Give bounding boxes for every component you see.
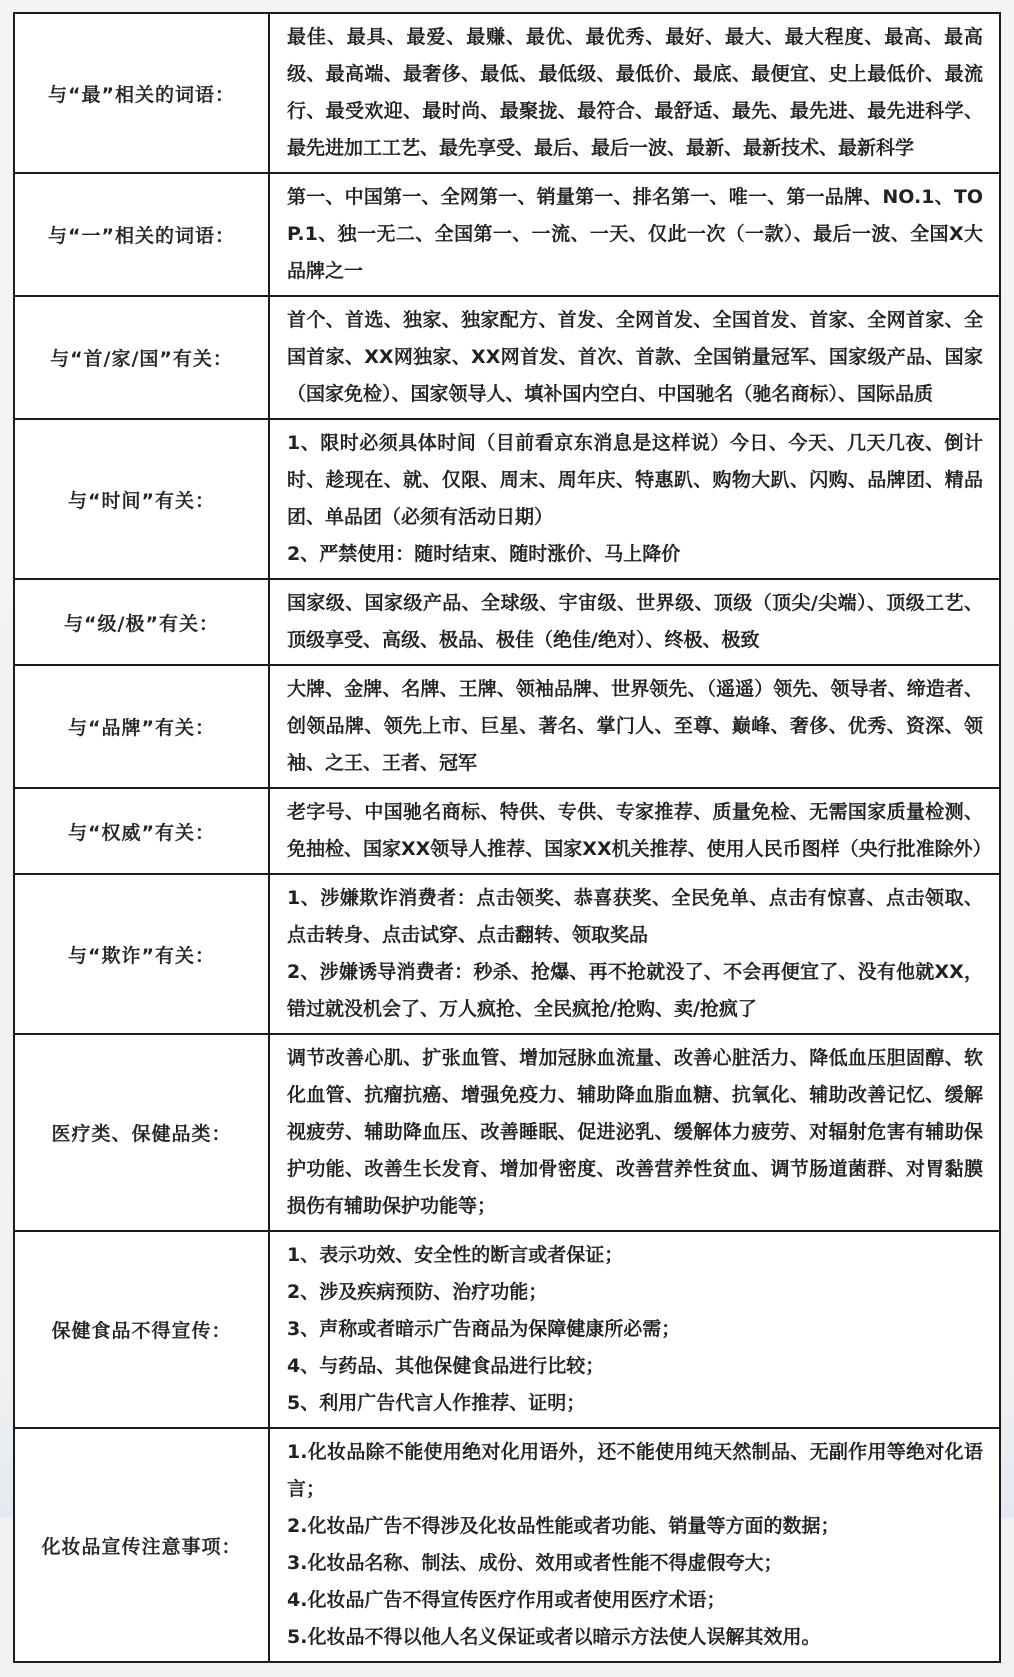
content-paragraph: 调节改善心肌、扩张血管、增加冠脉血流量、改善心脏活力、降低血压胆固醇、软化血管、抗瘤抗癌、增强免疫力、辅助降血脂血糖、抗氧化、辅助改善记忆、缓解视疲劳、辅助降血压、改善睡眠、促进泌乳、缓解体力疲劳、对辐射危害有辅助保护功能、改善生长发育、增加骨密度、改善营养性贫血、调节肠道菌群、对胃黏膜损伤有辅助保护功能等； — [287, 1047, 983, 1217]
category-label: 医疗类、保健品类： — [14, 1034, 269, 1231]
table-row — [14, 665, 1000, 788]
content-paragraph: 1、涉嫌欺诈消费者：点击领奖、恭喜获奖、全民免单、点击有惊喜、点击领取、点击转身、点击试穿、点击翻转、领取奖品 — [287, 887, 983, 946]
content-paragraph: 最佳、最具、最爱、最赚、最优、最优秀、最好、最大、最大程度、最高、最高级、最高端、最奢侈、最低、最低级、最低价、最底、最便宜、史上最低价、最流行、最受欢迎、最时尚、最聚拢、最符合、最舒适、最先、最先进、最先进科学、最先进加工工艺、最先享受、最后、最后一波、最新、最新技术、最新科学 — [287, 26, 983, 159]
content-paragraph: 首个、首选、独家、独家配方、首发、全网首发、全国首发、首家、全网首家、全国首家、XX网独家、XX网首发、首次、首款、全国销量冠军、国家级产品、国家（国家免检）、国家领导人、填补国内空白、中国驰名（驰名商标）、国际品质 — [287, 309, 983, 405]
table-row — [14, 296, 1000, 419]
page-bottom-margin — [13, 1663, 1001, 1677]
table-row — [14, 1428, 1000, 1662]
content-paragraph: 1.化妆品除不能使用绝对化用语外，还不能使用纯天然制品、无副作用等绝对化语言； — [287, 1441, 983, 1500]
content-paragraph: 老字号、中国驰名商标、特供、专供、专家推荐、质量免检、无需国家质量检测、免抽检、国家XX领导人推荐、国家XX机关推荐、使用人民币图样（央行批准除外） — [287, 801, 992, 860]
content-paragraph: 2、涉嫌诱导消费者：秒杀、抢爆、再不抢就没了、不会再便宜了、没有他就XX，错过就没机会了、万人疯抢、全民疯抢/抢购、卖/抢疯了 — [287, 961, 983, 1020]
row-content — [269, 1034, 1000, 1231]
content-paragraph: 3、声称或者暗示广告商品为保障健康所必需； — [287, 1318, 681, 1340]
row-content — [269, 1428, 1000, 1662]
category-label: 与“时间”有关： — [14, 419, 269, 579]
row-content — [269, 1231, 1000, 1428]
content-paragraph: 4.化妆品广告不得宣传医疗作用或者使用医疗术语； — [287, 1589, 726, 1611]
row-content — [269, 13, 1000, 173]
content-paragraph: 3.化妆品名称、制法、成份、效用或者性能不得虚假夸大； — [287, 1552, 783, 1574]
content-paragraph: 1、限时必须具体时间（目前看京东消息是这样说）今日、今天、几天几夜、倒计时、趁现在、就、仅限、周末、周年庆、特惠趴、购物大趴、闪购、品牌团、精品团、单品团（必须有活动日期） — [287, 432, 983, 528]
table-row — [14, 1034, 1000, 1231]
table-row — [14, 1231, 1000, 1428]
row-content — [269, 665, 1000, 788]
row-content — [269, 874, 1000, 1034]
table-row — [14, 419, 1000, 579]
content-paragraph: 2、严禁使用：随时结束、随时涨价、马上降价 — [287, 543, 681, 565]
row-content — [269, 419, 1000, 579]
content-paragraph: 大牌、金牌、名牌、王牌、领袖品牌、世界领先、（遥遥）领先、领导者、缔造者、创领品牌、领先上市、巨星、著名、掌门人、至尊、巅峰、奢侈、优秀、资深、领袖、之王、王者、冠军 — [287, 678, 983, 774]
content-paragraph: 4、与药品、其他保健食品进行比较； — [287, 1355, 605, 1377]
table-row — [14, 874, 1000, 1034]
row-content — [269, 173, 1000, 296]
table-row — [14, 788, 1000, 874]
content-paragraph: 2.化妆品广告不得涉及化妆品性能或者功能、销量等方面的数据； — [287, 1515, 840, 1537]
category-label: 化妆品宣传注意事项： — [14, 1428, 269, 1662]
category-label: 与“权威”有关： — [14, 788, 269, 874]
content-paragraph: 5.化妆品不得以他人名义保证或者以暗示方法使人误解其效用。 — [287, 1626, 821, 1648]
content-paragraph: 5、利用广告代言人作推荐、证明； — [287, 1392, 586, 1414]
category-label: 与“级/极”有关： — [14, 579, 269, 665]
category-label: 与“欺诈”有关： — [14, 874, 269, 1034]
table-row — [14, 579, 1000, 665]
category-label: 保健食品不得宣传： — [14, 1231, 269, 1428]
content-paragraph: 2、涉及疾病预防、治疗功能； — [287, 1281, 548, 1303]
content-paragraph: 国家级、国家级产品、全球级、宇宙级、世界级、顶级（顶尖/尖端）、顶级工艺、顶级享受、高级、极品、极佳（绝佳/绝对）、终极、极致 — [287, 592, 983, 651]
table-row — [14, 173, 1000, 296]
table-row — [14, 13, 1000, 173]
category-label: 与“最”相关的词语： — [14, 13, 269, 173]
content-paragraph: 1、表示功效、安全性的断言或者保证； — [287, 1244, 624, 1266]
content-paragraph: 第一、中国第一、全网第一、销量第一、排名第一、唯一、第一品牌、NO.1、TOP.1、独一无二、全国第一、一流、一天、仅此一次（一款）、最后一波、全国X大品牌之一 — [287, 186, 983, 282]
row-content — [269, 296, 1000, 419]
category-label: 与“一”相关的词语： — [14, 173, 269, 296]
category-label: 与“品牌”有关： — [14, 665, 269, 788]
row-content — [269, 579, 1000, 665]
category-label: 与“首/家/国”有关： — [14, 296, 269, 419]
row-content — [269, 788, 1000, 874]
prohibited-words-table — [13, 12, 1001, 1663]
